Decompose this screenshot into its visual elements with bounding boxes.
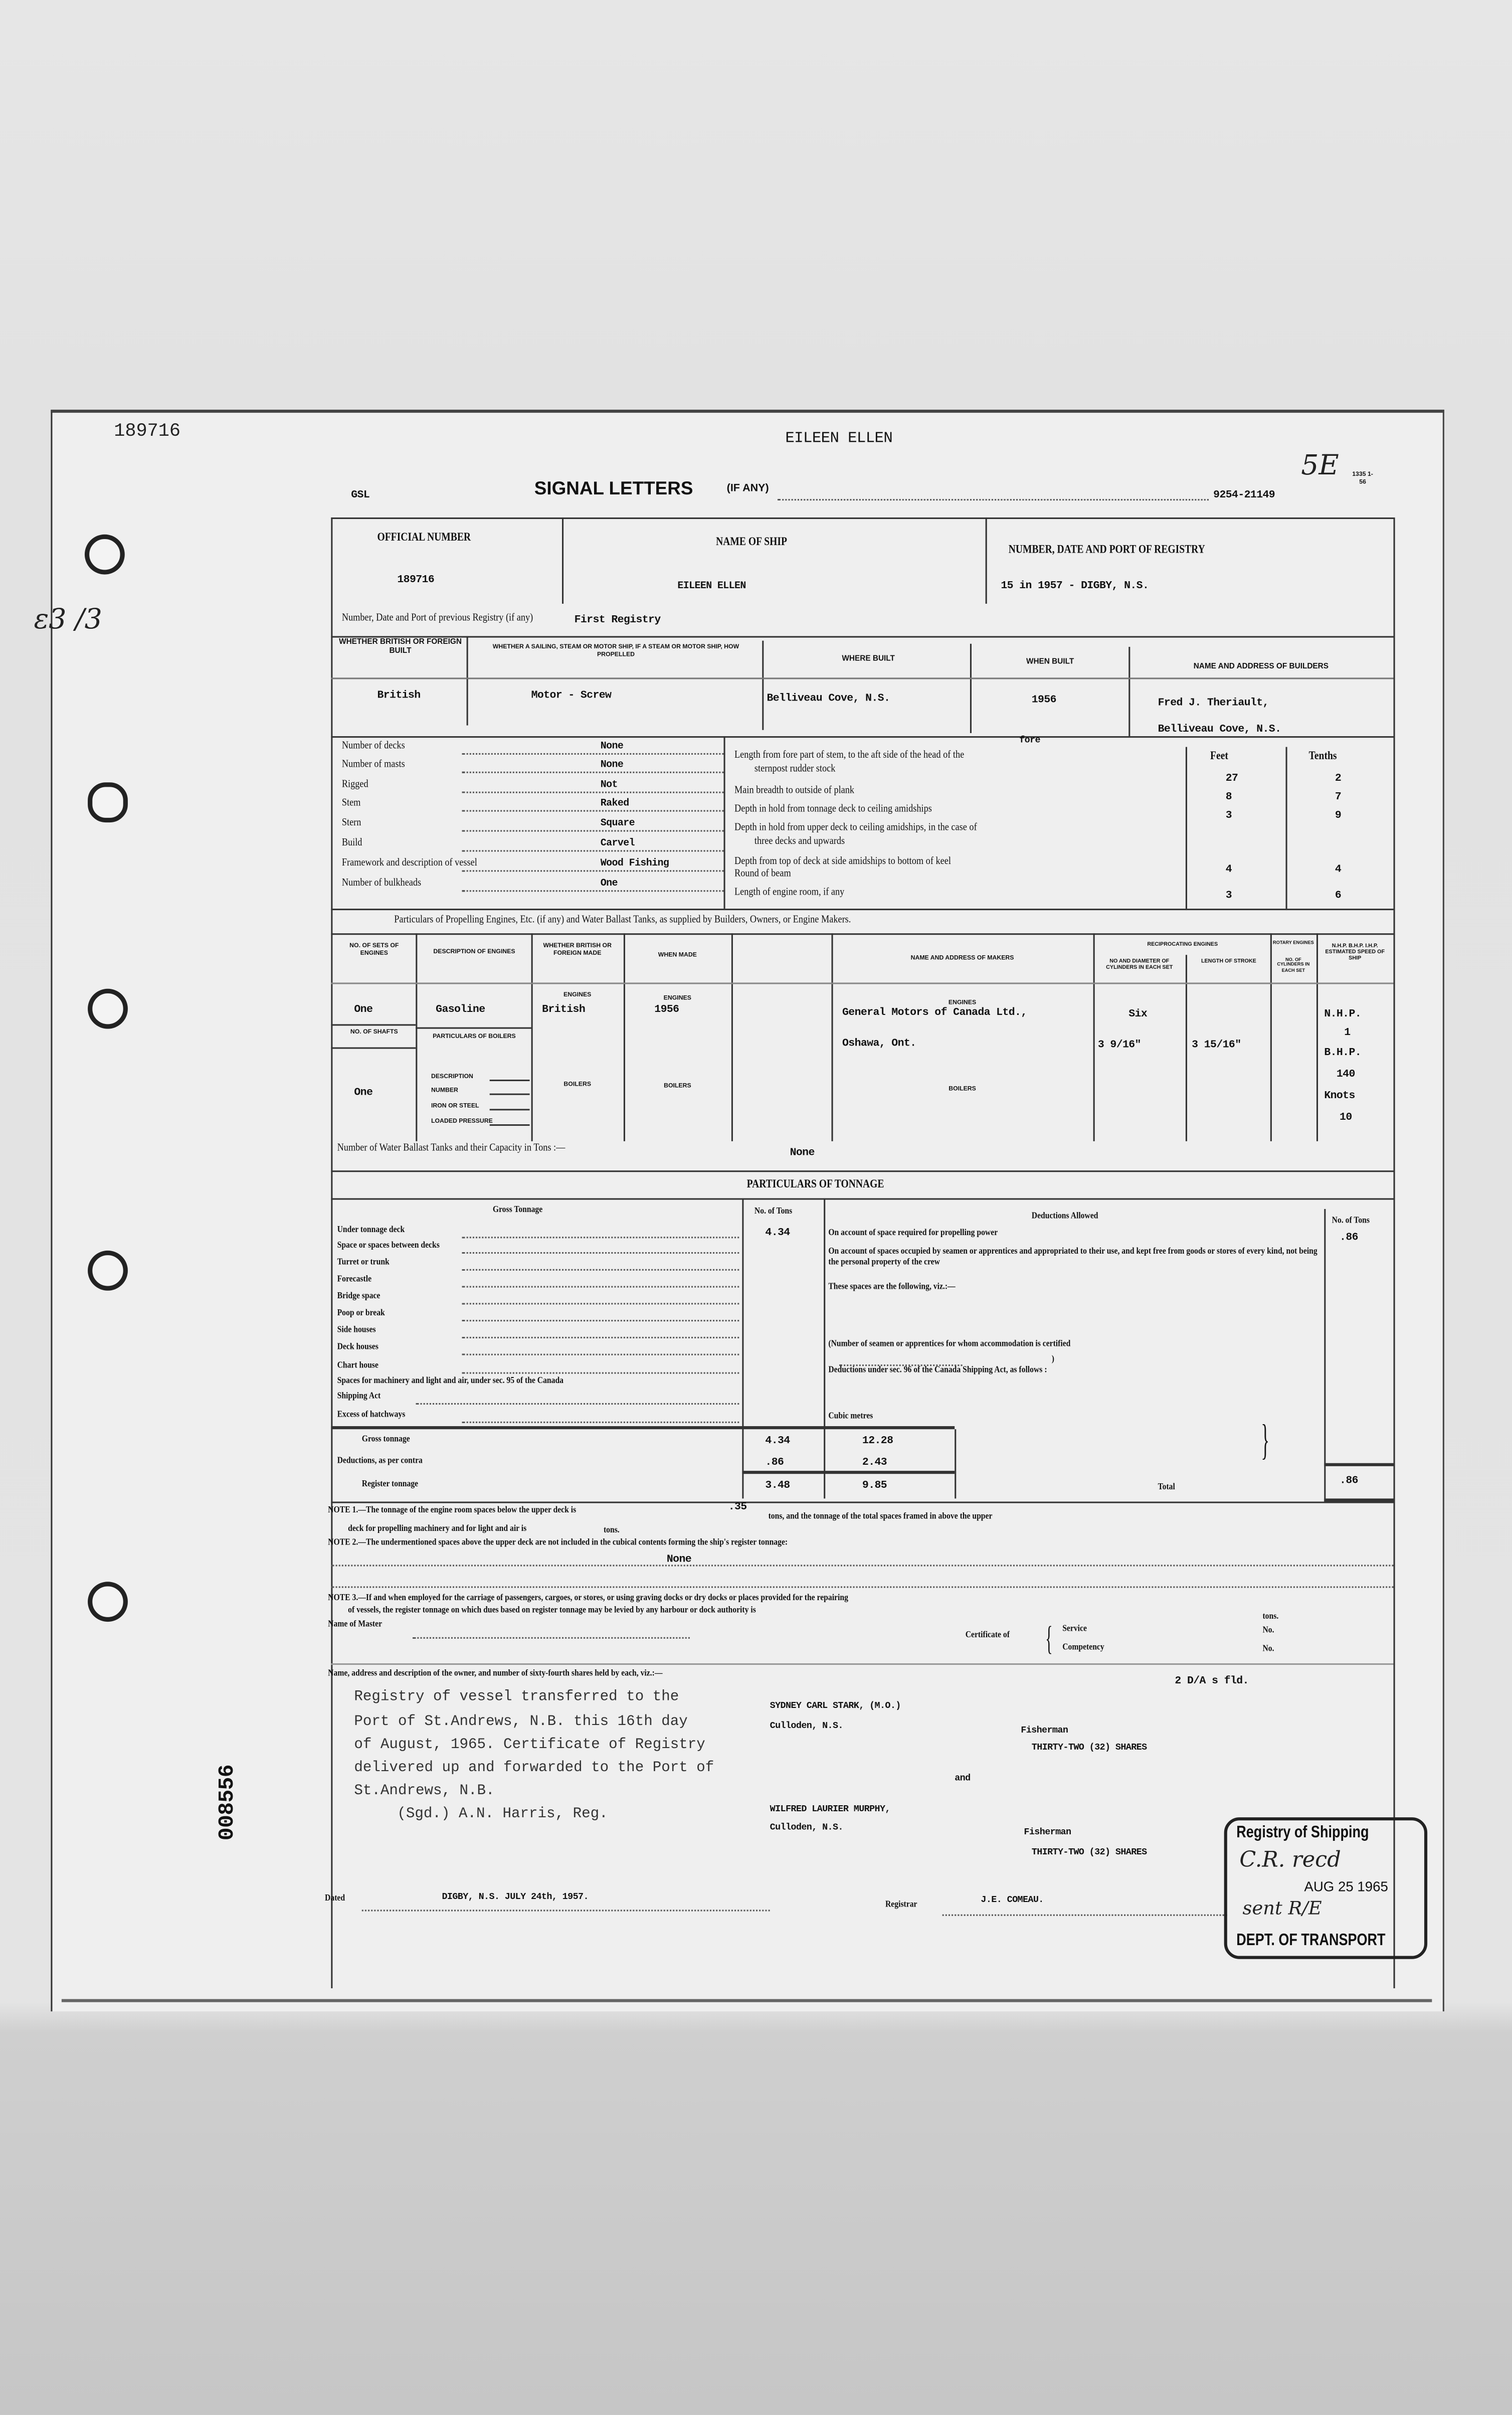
sets-header: NO. OF SETS OF ENGINES	[349, 941, 399, 956]
signal-letters-label: SIGNAL LETTERS	[534, 477, 693, 499]
rotary-header: ROTARY ENGINES	[1273, 939, 1314, 946]
punch-hole	[85, 535, 125, 575]
measurement-label: Length from fore part of stem, to the aft side of the head of the	[734, 748, 965, 761]
transfer-note-line: of August, 1965. Certificate of Registry	[354, 1736, 705, 1753]
measurement-tenths: 7	[1335, 791, 1342, 804]
deduction-crew: On account of spaces occupied by seamen or apprentices and appropriated to their use, and kept free from goods or stores of every kind, not being the personal property of the crew	[828, 1247, 1317, 1267]
certificate-brace: {	[1045, 1618, 1053, 1657]
measurement-label: Round of beam	[734, 867, 791, 880]
measurement-tenths: 2	[1335, 773, 1342, 786]
summary-label: Register tonnage	[361, 1480, 419, 1489]
boilers-subheader: BOILERS	[664, 1081, 691, 1089]
makers-header: NAME AND ADDRESS OF MAKERS	[910, 953, 1014, 961]
summary-tons: .86	[765, 1457, 784, 1470]
stamp-handwriting: C.R. recd	[1239, 1848, 1341, 1873]
summary-tons: 3.48	[765, 1480, 790, 1493]
measurement-label: Length of engine room, if any	[734, 885, 845, 898]
particular-label: Number of masts	[341, 758, 405, 770]
british-made-header: WHETHER BRITISH OR FOREIGN MADE	[543, 941, 612, 956]
owner-2-name: WILFRED LAURIER MURPHY,	[770, 1803, 890, 1814]
engine-cylinders: Six	[1128, 1008, 1148, 1021]
gross-tonnage-row: Turret or trunk	[337, 1258, 390, 1268]
particular-label: Framework and description of vessel	[341, 856, 477, 869]
engine-stroke: 3 15/16"	[1192, 1040, 1241, 1052]
and-label: and	[955, 1773, 971, 1784]
deduction-propelling: On account of space required for propelling power	[828, 1229, 998, 1239]
boiler-field-label: DESCRIPTION	[431, 1072, 473, 1080]
particular-label: Number of bulkheads	[341, 876, 422, 889]
engine-maker-name: General Motors of Canada Ltd.,	[842, 1007, 1027, 1020]
ship-name: EILEEN ELLEN	[677, 580, 746, 592]
port-of-registry: 15 in 1957 - DIGBY, N.S.	[1001, 580, 1149, 593]
official-number: 189716	[397, 574, 435, 587]
total-label: Total	[1158, 1483, 1175, 1493]
handwritten-initials: 5E	[1301, 449, 1339, 482]
summary-cubic: 9.85	[862, 1480, 887, 1493]
bhp-value: 140	[1336, 1069, 1355, 1082]
gross-tonnage-tons: 4.34	[765, 1227, 790, 1240]
shafts-value: One	[354, 1087, 373, 1100]
particular-label: Rigged	[341, 778, 368, 790]
boiler-field-label: NUMBER	[431, 1086, 458, 1094]
fore-insert: fore	[1019, 735, 1040, 746]
stroke-header: LENGTH OF STROKE	[1201, 958, 1256, 964]
measurement-tenths: 6	[1335, 890, 1342, 903]
when-made-header: WHEN MADE	[658, 950, 697, 958]
official-number-label: OFFICIAL NUMBER	[377, 530, 471, 544]
gross-tonnage-row: Shipping Act	[337, 1392, 381, 1402]
gross-tonnage-row: Excess of hatchways	[337, 1411, 406, 1420]
measurement-feet: 8	[1225, 791, 1232, 804]
power-header: N.H.P. B.H.P. I.H.P. ESTIMATED SPEED OF SHIP	[1325, 942, 1385, 961]
note1-text-d: tons.	[603, 1526, 620, 1536]
master-label: Name of Master	[328, 1620, 383, 1630]
where-built-label: WHERE BUILT	[842, 654, 895, 664]
engine-british: British	[542, 1004, 586, 1017]
nhp-value: 1	[1344, 1027, 1351, 1040]
ballast-label: Number of Water Ballast Tanks and their Capacity in Tons :—	[337, 1141, 565, 1154]
gross-tonnage-row: Under tonnage deck	[337, 1226, 405, 1236]
rotary-cylinders-header: NO. OF CYLINDERS IN EACH SET	[1277, 956, 1310, 973]
boiler-field-label: IRON OR STEEL	[431, 1101, 479, 1109]
particular-label: Build	[341, 836, 362, 849]
signal-letters-note: (IF ANY)	[726, 483, 769, 494]
dated-value: DIGBY, N.S. JULY 24th, 1957.	[442, 1891, 589, 1903]
stamp-title: Registry of Shipping	[1236, 1823, 1369, 1842]
owner-1-name: SYDNEY CARL STARK, (M.O.)	[770, 1700, 901, 1711]
gross-tonnage-row: Poop or break	[337, 1309, 385, 1319]
particular-value: Raked	[600, 797, 629, 809]
registrar-value: J.E. COMEAU.	[981, 1894, 1044, 1906]
ship-name-label: NAME OF SHIP	[716, 534, 787, 549]
where-built: Belliveau Cove, N.S.	[767, 693, 890, 706]
summary-label: Deductions, as per contra	[337, 1457, 423, 1466]
margin-stamp-number: 008556	[215, 1765, 241, 1841]
registry-of-shipping-stamp	[1224, 1817, 1427, 1959]
engine-maker-address: Oshawa, Ont.	[842, 1038, 916, 1051]
engines-subheader: ENGINES	[563, 990, 592, 998]
gsl-label: GSL	[351, 489, 370, 502]
engine-when-made: 1956	[654, 1004, 679, 1017]
sec96-label: Deductions under sec. 96 of the Canada Shipping Act, as follows :	[828, 1366, 1047, 1375]
owner-1-shares: THIRTY-TWO (32) SHARES	[1031, 1742, 1147, 1753]
particular-label: Stern	[341, 816, 361, 829]
particular-value: None	[600, 741, 624, 752]
tons-header: No. of Tons	[754, 1207, 793, 1217]
measurement-label: Depth in hold from tonnage deck to ceiling amidships	[734, 802, 932, 815]
particular-value: Wood Fishing	[600, 857, 669, 869]
builders-label: NAME AND ADDRESS OF BUILDERS	[1193, 662, 1329, 672]
measurement-feet: 3	[1225, 890, 1232, 903]
boiler-field-label: LOADED PRESSURE	[431, 1116, 493, 1125]
builder-address: Belliveau Cove, N.S.	[1158, 724, 1281, 737]
measurement-tenths: 4	[1335, 864, 1342, 877]
engine-diameter: 3 9/16"	[1097, 1040, 1141, 1052]
stamp-date: AUG 25 1965	[1304, 1878, 1388, 1894]
total-value: .86	[1340, 1475, 1358, 1488]
particular-value: Carvel	[600, 837, 635, 849]
british-built: British	[377, 689, 421, 703]
measurement-label-cont: sternpost rudder stock	[754, 762, 836, 775]
transfer-note-line: delivered up and forwarded to the Port of	[354, 1759, 714, 1776]
measurement-label: Main breadth to outside of plank	[734, 784, 855, 796]
note3-text-c: tons.	[1262, 1612, 1279, 1622]
summary-cubic: 12.28	[862, 1435, 893, 1448]
measurement-label: Depth in hold from upper deck to ceiling amidships, in the case of	[734, 821, 977, 833]
note1-text-b: tons, and the tonnage of the total spaces framed in above the upper	[768, 1512, 993, 1522]
gross-tonnage-row: Chart house	[337, 1361, 379, 1371]
certificate-competency: Competency	[1062, 1643, 1104, 1653]
brace: }	[1261, 1417, 1270, 1465]
gross-tonnage-row: Spaces for machinery and light and air, under sec. 95 of the Canada	[337, 1376, 564, 1387]
gross-tonnage-row: Side houses	[337, 1326, 376, 1335]
seamen-note: (Number of seamen or apprentices for whom accommodation is certified	[828, 1340, 1071, 1349]
measurement-label-cont: three decks and upwards	[754, 834, 845, 847]
transfer-note-line: Port of St.Andrews, N.B. this 16th day	[354, 1712, 688, 1730]
note1-value: .35	[728, 1501, 747, 1514]
gross-tonnage-row: Forecastle	[337, 1275, 372, 1285]
particular-label: Number of decks	[341, 739, 405, 752]
ballast-value: None	[790, 1147, 815, 1160]
punch-hole	[88, 1582, 128, 1622]
transfer-note-line: (Sgd.) A.N. Harris, Reg.	[397, 1805, 608, 1822]
owner-1-occupation: Fisherman	[1021, 1724, 1068, 1736]
tonnage-title: PARTICULARS OF TONNAGE	[746, 1176, 884, 1191]
engines-subheader: ENGINES	[663, 993, 692, 1001]
summary-cubic: 2.43	[862, 1457, 887, 1470]
engines-subheader: ENGINES	[948, 998, 977, 1006]
da-note: 2 D/A s fld.	[1175, 1675, 1249, 1688]
measurement-feet: 4	[1225, 864, 1232, 877]
previous-registry: First Registry	[574, 614, 661, 627]
engine-description: Gasoline	[436, 1004, 485, 1017]
owner-2-occupation: Fisherman	[1024, 1826, 1071, 1838]
tenths-label: Tenths	[1308, 748, 1337, 763]
note2-text: NOTE 2.—The undermentioned spaces above the upper deck are not included in the cubical contents forming the ship's register tonnage:	[328, 1538, 788, 1548]
british-built-label: WHETHER BRITISH OR FOREIGN BUILT	[339, 637, 462, 656]
nhp-label: N.H.P.	[1324, 1008, 1362, 1021]
measurement-feet: 3	[1225, 810, 1232, 823]
owner-1-address: Culloden, N.S.	[770, 1720, 843, 1732]
particular-value: One	[600, 878, 618, 889]
competency-no: No.	[1262, 1645, 1274, 1654]
punch-hole	[88, 782, 128, 822]
service-no: No.	[1262, 1626, 1274, 1636]
measurement-tenths: 9	[1335, 810, 1342, 823]
summary-tons: 4.34	[765, 1435, 790, 1448]
boilers-subheader: BOILERS	[563, 1079, 592, 1088]
deduction-following: These spaces are the following, viz.:—	[828, 1283, 956, 1292]
summary-label: Gross tonnage	[361, 1435, 410, 1445]
registrar-label: Registrar	[885, 1900, 917, 1910]
feet-label: Feet	[1210, 748, 1228, 763]
when-built: 1956	[1031, 695, 1056, 707]
particular-label: Stem	[341, 796, 361, 809]
dated-label: Dated	[325, 1894, 345, 1904]
signal-letters-value: 9254-21149	[1213, 489, 1275, 502]
propulsion: Motor - Screw	[531, 689, 612, 703]
ship-name-header: EILEEN ELLEN	[785, 431, 893, 448]
owner-2-shares: THIRTY-TWO (32) SHARES	[1031, 1846, 1147, 1857]
shafts-header: NO. OF SHAFTS	[350, 1027, 398, 1035]
note1-text-c: deck for propelling machinery and for light and air is	[348, 1524, 527, 1534]
stamp-dept: DEPT. OF TRANSPORT	[1236, 1931, 1386, 1950]
owners-label: Name, address and description of the owner, and number of sixty-fourth shares held by each, viz.:—	[328, 1669, 663, 1679]
gross-tonnage-header: Gross Tonnage	[492, 1205, 543, 1216]
knots-label: Knots	[1324, 1090, 1355, 1103]
particular-value: None	[600, 759, 624, 770]
note3-text-b: of vessels, the register tonnage on which dues based on register tonnage may be levied by any harbour or dock authority is	[348, 1606, 756, 1616]
transfer-note-line: Registry of vessel transferred to the	[354, 1688, 679, 1705]
when-built-label: WHEN BUILT	[1026, 657, 1074, 667]
bhp-label: B.H.P.	[1324, 1047, 1362, 1060]
boiler-particulars-header: PARTICULARS OF BOILERS	[433, 1031, 516, 1040]
file-number: 189716	[114, 420, 181, 442]
note1-text: NOTE 1.—The tonnage of the engine room spaces below the upper deck is	[328, 1506, 577, 1516]
stamp-handwriting-2: sent R/E	[1242, 1897, 1322, 1919]
measurement-feet: 27	[1225, 773, 1238, 786]
seamen-close: )	[1051, 1355, 1054, 1365]
particular-value: Square	[600, 817, 635, 829]
certificate-label: Certificate of	[965, 1631, 1010, 1640]
description-header: DESCRIPTION OF ENGINES	[433, 947, 515, 955]
form-code: 1335 1-56	[1352, 469, 1373, 485]
note3-text: NOTE 3.—If and when employed for the carriage of passengers, cargoes, or stores, or using graving docks or dry docks or places provided for the repairing	[328, 1594, 848, 1604]
knots-value: 10	[1340, 1112, 1352, 1125]
deduction-tons-header: No. of Tons	[1332, 1217, 1370, 1226]
reciprocating-header: RECIPROCATING ENGINES	[1147, 941, 1218, 947]
deduction-propelling-tons: .86	[1340, 1232, 1358, 1245]
deductions-header: Deductions Allowed	[1031, 1212, 1098, 1222]
builder-name: Fred J. Theriault,	[1158, 698, 1269, 710]
measurement-label: Depth from top of deck at side amidships to bottom of keel	[734, 854, 951, 868]
handwritten-margin-mark: ɛ3 /3	[34, 603, 102, 636]
cylinders-header: NO AND DIAMETER OF CYLINDERS IN EACH SET	[1106, 958, 1173, 970]
punch-hole	[88, 989, 128, 1029]
port-of-registry-label: NUMBER, DATE AND PORT OF REGISTRY	[1008, 542, 1205, 556]
gross-tonnage-row: Bridge space	[337, 1292, 381, 1302]
owner-2-address: Culloden, N.S.	[770, 1822, 843, 1833]
note2-value: None	[666, 1554, 692, 1567]
transfer-note-line: St.Andrews, N.B.	[354, 1782, 495, 1799]
particular-value: Not	[600, 779, 618, 790]
boilers-subheader: BOILERS	[949, 1084, 976, 1092]
gross-tonnage-row: Space or spaces between decks	[337, 1241, 440, 1251]
engine-sets: One	[354, 1004, 373, 1017]
punch-hole	[88, 1251, 128, 1291]
previous-registry-label: Number, Date and Port of previous Registry (if any)	[341, 611, 533, 624]
engines-title: Particulars of Propelling Engines, Etc. (if any) and Water Ballast Tanks, as supplied by Builders, Owners, or Engine Makers.	[394, 913, 851, 926]
propulsion-label: WHETHER A SAILING, STEAM OR MOTOR SHIP, IF A STEAM OR MOTOR SHIP, HOW PROPELLED	[492, 642, 739, 657]
cubic-metres-label: Cubic metres	[828, 1412, 873, 1422]
gross-tonnage-row: Deck houses	[337, 1343, 379, 1352]
certificate-service: Service	[1062, 1625, 1087, 1634]
